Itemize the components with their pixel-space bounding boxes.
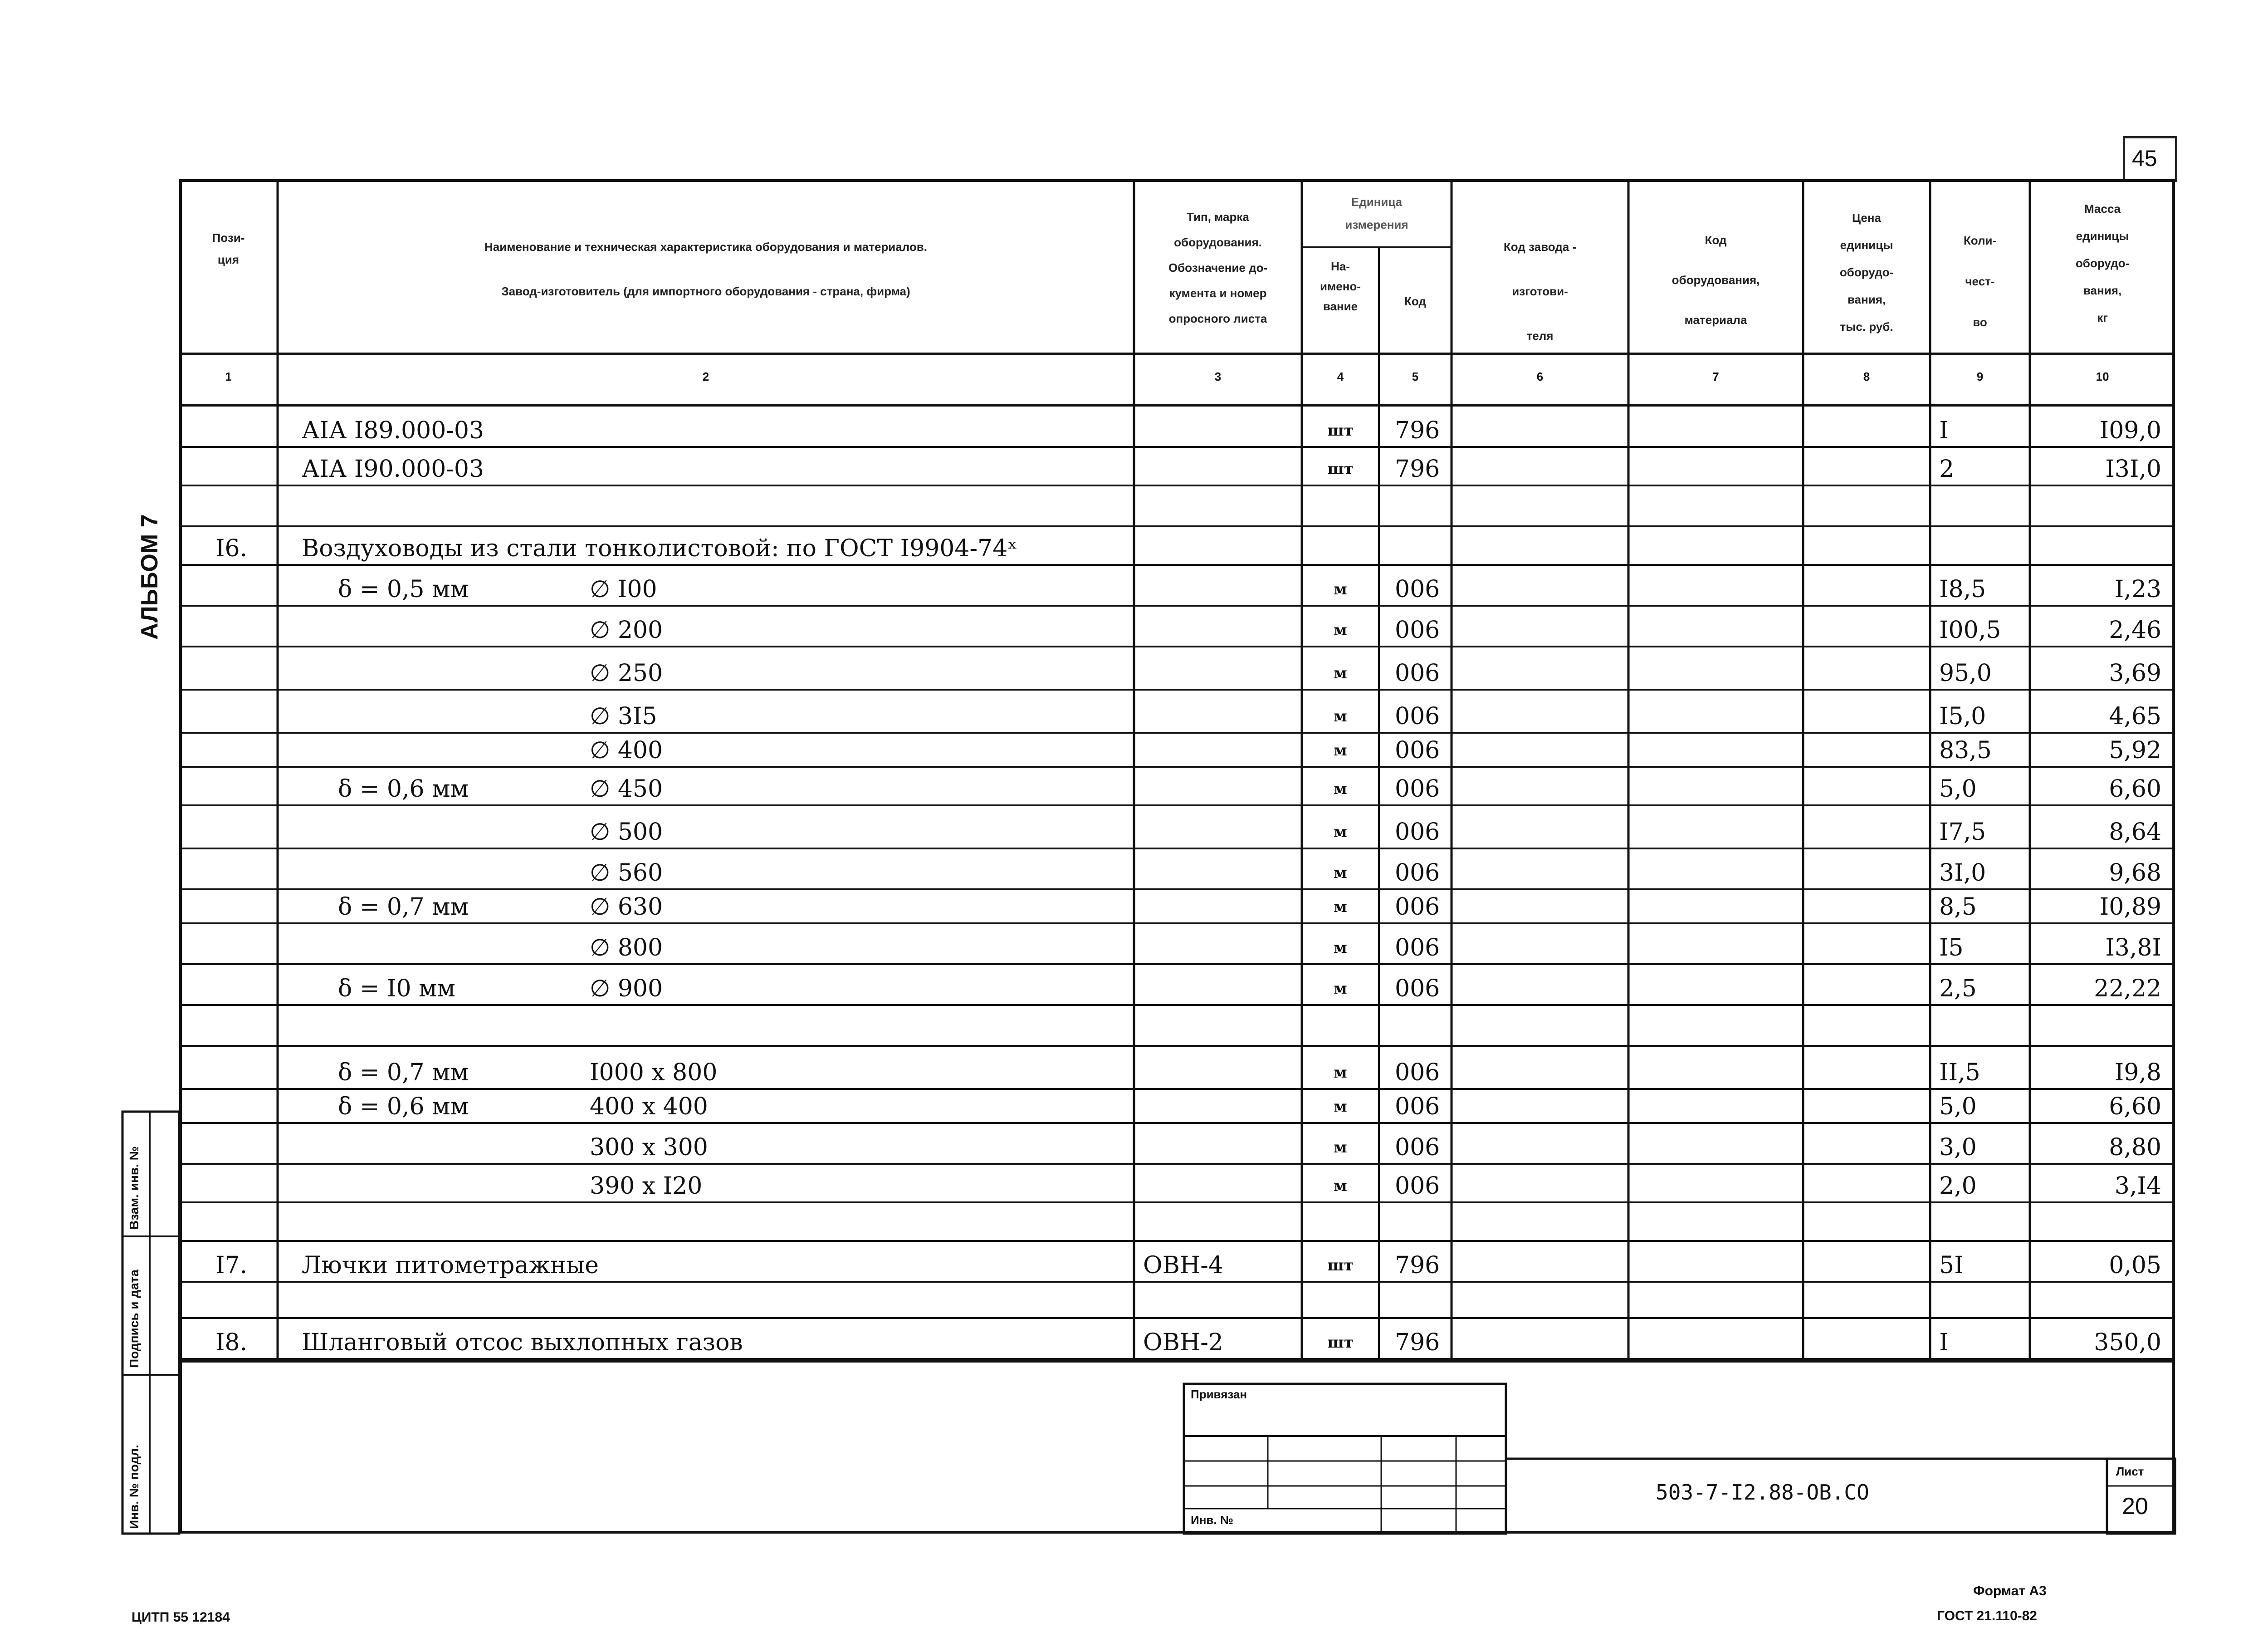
printer-label: ЦИТП 55 12184 [132, 1610, 230, 1625]
cell-mass: 3,I4 [2114, 1172, 2161, 1200]
cell-code: 796 [1395, 1252, 1440, 1279]
cell-mass: 3,69 [2109, 660, 2161, 687]
cell-code: 006 [1395, 617, 1440, 644]
cell-quantity: 8,5 [1939, 893, 1977, 921]
cell-unit: м [1334, 980, 1347, 998]
cell-mass: 22,22 [2094, 975, 2161, 1002]
cell-unit: м [1334, 780, 1347, 798]
header-col8: Цена единицы оборудо- вания, тыс. руб. [1839, 211, 1894, 333]
colnum: 6 [1536, 370, 1544, 383]
table-row [179, 1318, 2175, 1359]
cell-size: ∅ I00 [590, 576, 657, 603]
cell-mass: I3I,0 [2105, 456, 2161, 483]
cell-mass: 6,60 [2109, 775, 2161, 803]
cell-mass: 0,05 [2109, 1252, 2161, 1279]
header-col7: Код оборудования, материала [1672, 233, 1760, 327]
cell-code: 006 [1395, 660, 1440, 687]
table-row [179, 647, 2175, 690]
colnum: 3 [1214, 370, 1222, 383]
cell-position: I6. [215, 535, 248, 562]
cell-quantity: 5,0 [1939, 775, 1977, 803]
margin-vzam-inv: Взам. инв. № [127, 1146, 141, 1230]
cell-unit: м [1334, 939, 1347, 957]
table-row [179, 805, 2175, 848]
gost-label: ГОСТ 21.110-82 [1937, 1608, 2037, 1623]
table-row [179, 406, 2175, 447]
cell-name: Воздуховоды из стали тонколистовой: по ГОСТ I9904-74ˣ [302, 535, 1018, 562]
cell-unit: м [1334, 664, 1347, 682]
colnum: 4 [1337, 370, 1344, 383]
cell-code: 006 [1395, 893, 1440, 921]
cell-unit: м [1334, 707, 1347, 726]
format-label: Формат А3 [1973, 1583, 2047, 1598]
cell-quantity: I [1939, 417, 1949, 444]
cell-name: δ = 0,7 мм [338, 893, 469, 921]
cell-size: 300 x 300 [590, 1134, 708, 1161]
table-row [179, 1005, 2175, 1046]
cell-unit: м [1334, 621, 1347, 639]
colnum: 7 [1712, 370, 1719, 383]
table-row [179, 565, 2175, 606]
table-row [179, 606, 2175, 647]
table-row [179, 733, 2175, 767]
cell-unit: м [1334, 1138, 1347, 1157]
cell-unit: м [1334, 864, 1347, 882]
cell-quantity: 3I,0 [1939, 859, 1986, 887]
cell-mass: 8,80 [2109, 1134, 2161, 1161]
table-row [179, 767, 2175, 805]
cell-size: ∅ 560 [590, 859, 663, 887]
header-col2: Наименование и техническая характеристика оборудования и материалов. Завод-изготовитель (для импортного оборудования - страна, фирма) [484, 240, 927, 298]
header-col6: Код завода - изготови- теля [1503, 240, 1577, 343]
album-label: АЛЬБОМ 7 [137, 514, 163, 640]
cell-position: I7. [215, 1252, 248, 1279]
table-row [179, 1046, 2175, 1089]
sheet-number: 20 [2122, 1493, 2148, 1520]
cell-name: δ = 0,5 мм [338, 576, 469, 603]
stamp-privyazan: Привязан [1191, 1387, 1247, 1401]
header-col10: Масса единицы оборудо- вания, кг [2075, 202, 2130, 324]
table-row [179, 889, 2175, 923]
cell-quantity: 3,0 [1939, 1134, 1977, 1161]
cell-code: 006 [1395, 819, 1440, 846]
cell-quantity: 2 [1939, 456, 1955, 483]
header-col9: Коли- чест- во [1963, 234, 1997, 329]
table-row [179, 1282, 2175, 1318]
cell-unit: шт [1327, 460, 1354, 478]
cell-quantity: 2,0 [1939, 1172, 1977, 1200]
cell-size: ∅ 800 [590, 934, 663, 961]
cell-type: ОВН-2 [1143, 1329, 1223, 1356]
colnum: 8 [1863, 370, 1870, 383]
cell-unit: м [1334, 1098, 1347, 1116]
cell-name: δ = I0 мм [338, 975, 455, 1002]
cell-size: I000 x 800 [590, 1059, 718, 1086]
margin-inv-podl: Инв. № подл. [127, 1445, 141, 1529]
cell-code: 006 [1395, 1059, 1440, 1086]
cell-unit: м [1334, 898, 1347, 916]
table-row [179, 1202, 2175, 1241]
cell-size: ∅ 450 [590, 775, 663, 803]
header-col4: На- имено- вание [1320, 260, 1361, 313]
cell-size: ∅ 3I5 [590, 703, 657, 730]
cell-unit: м [1334, 580, 1347, 598]
cell-unit: м [1334, 741, 1347, 760]
cell-unit: шт [1327, 1333, 1354, 1352]
table-row [179, 1123, 2175, 1164]
table-row [179, 690, 2175, 733]
colnum: 9 [1976, 370, 1984, 383]
document-code: 503-7-I2.88-ОВ.СО [1656, 1480, 1869, 1505]
cell-size: ∅ 630 [590, 893, 663, 921]
cell-mass: 4,65 [2109, 703, 2161, 730]
cell-mass: 2,46 [2109, 617, 2161, 644]
cell-mass: I3,8I [2105, 934, 2161, 961]
cell-unit: м [1334, 823, 1347, 841]
cell-code: 006 [1395, 1093, 1440, 1120]
cell-quantity: I7,5 [1939, 819, 1986, 846]
cell-quantity: 5,0 [1939, 1093, 1977, 1120]
cell-size: 400 x 400 [590, 1093, 708, 1120]
cell-size: ∅ 400 [590, 737, 663, 764]
stamp-inv-no: Инв. № [1191, 1513, 1233, 1527]
header-col1: Пози- ция [212, 231, 245, 266]
cell-code: 006 [1395, 576, 1440, 603]
cell-unit: шт [1327, 422, 1354, 440]
cell-code: 006 [1395, 934, 1440, 961]
colnum: 2 [702, 370, 709, 383]
cell-quantity: I5 [1939, 934, 1964, 961]
cell-name: δ = 0,6 мм [338, 775, 469, 803]
page-number: 45 [2132, 146, 2157, 171]
cell-name: δ = 0,6 мм [338, 1093, 469, 1120]
sheet-label: Лист [2116, 1465, 2144, 1478]
cell-unit: шт [1327, 1256, 1354, 1275]
cell-unit: м [1334, 1177, 1347, 1195]
header-col3: Тип, марка оборудования. Обозначение до- кумента и номер опросного листа [1168, 210, 1268, 325]
table-row [179, 447, 2175, 485]
table-row [179, 1089, 2175, 1123]
header-col5: Код [1404, 294, 1426, 308]
cell-name: Шланговый отсос выхлопных газов [302, 1329, 743, 1356]
cell-unit: м [1334, 1064, 1347, 1082]
cell-code: 006 [1395, 1134, 1440, 1161]
cell-code: 796 [1395, 1329, 1440, 1356]
cell-code: 006 [1395, 859, 1440, 887]
cell-size: ∅ 250 [590, 660, 663, 687]
cell-name: δ = 0,7 мм [338, 1059, 469, 1086]
cell-code: 006 [1395, 975, 1440, 1002]
cell-quantity: I5,0 [1939, 703, 1986, 730]
cell-size: ∅ 500 [590, 819, 663, 846]
header-unit-group: Единица измерения [1345, 195, 1408, 231]
cell-quantity: 5I [1939, 1252, 1964, 1279]
cell-quantity: 95,0 [1939, 660, 1992, 687]
cell-quantity: I8,5 [1939, 576, 1986, 603]
cell-quantity: II,5 [1939, 1059, 1980, 1086]
colnum: 10 [2096, 370, 2109, 383]
cell-mass: 6,60 [2109, 1093, 2161, 1120]
table-row [179, 1164, 2175, 1202]
cell-name: АIА I90.000-03 [302, 456, 484, 483]
cell-code: 006 [1395, 703, 1440, 730]
cell-mass: I09,0 [2099, 417, 2161, 444]
cell-mass: 5,92 [2109, 737, 2161, 764]
cell-mass: 8,64 [2109, 819, 2161, 846]
cell-code: 796 [1395, 417, 1440, 444]
cell-size: ∅ 200 [590, 617, 663, 644]
cell-quantity: 83,5 [1939, 737, 1992, 764]
cell-mass: I,23 [2114, 576, 2161, 603]
cell-position: I8. [215, 1329, 248, 1356]
cell-size: 390 x I20 [590, 1172, 703, 1200]
table-row [179, 964, 2175, 1005]
table-row [179, 1241, 2175, 1282]
margin-podpis-data: Подпись и дата [127, 1270, 141, 1368]
cell-name: АIА I89.000-03 [302, 417, 484, 444]
table-row [179, 923, 2175, 964]
cell-quantity: 2,5 [1939, 975, 1977, 1002]
cell-mass: I9,8 [2114, 1059, 2161, 1086]
colnum: 1 [225, 370, 232, 383]
cell-code: 006 [1395, 1172, 1440, 1200]
cell-quantity: I00,5 [1939, 617, 2001, 644]
cell-code: 796 [1395, 456, 1440, 483]
colnum: 5 [1412, 370, 1419, 383]
cell-size: ∅ 900 [590, 975, 663, 1002]
cell-name: Лючки питометражные [302, 1252, 599, 1279]
cell-mass: 350,0 [2094, 1329, 2161, 1356]
cell-code: 006 [1395, 737, 1440, 764]
cell-quantity: I [1939, 1329, 1949, 1356]
table-row [179, 848, 2175, 889]
cell-mass: 9,68 [2109, 859, 2161, 887]
cell-code: 006 [1395, 775, 1440, 803]
table-row [179, 485, 2175, 526]
cell-mass: I0,89 [2099, 893, 2161, 921]
table-row [179, 526, 2175, 565]
cell-type: ОВН-4 [1143, 1252, 1223, 1279]
